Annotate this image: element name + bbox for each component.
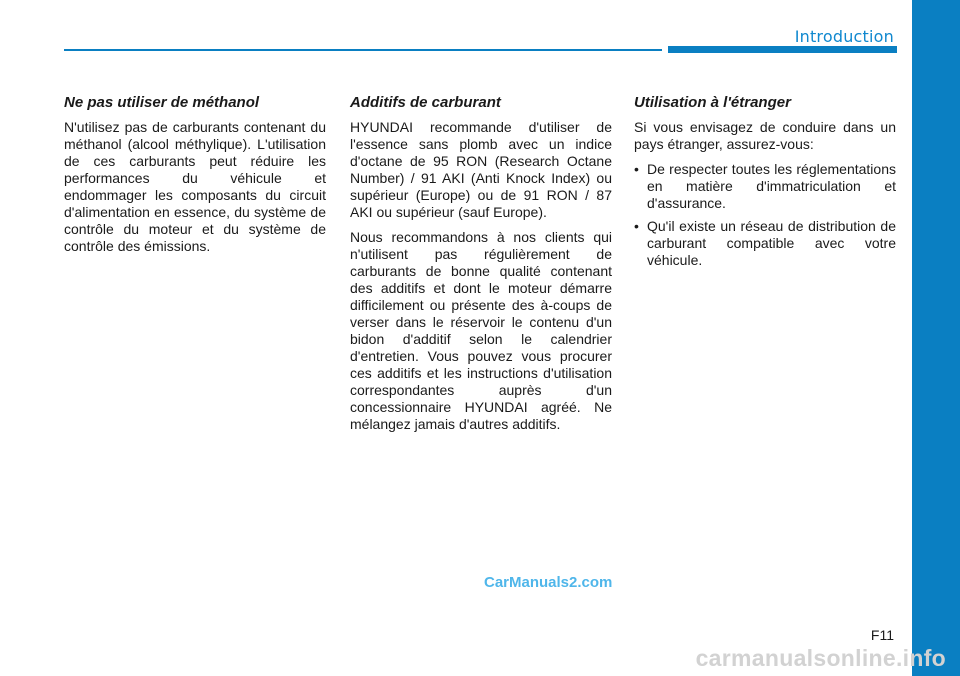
paragraph-abroad-intro: Si vous envisagez de conduire dans un pays étranger, assurez-vous:: [634, 119, 896, 152]
list-item: [634, 218, 896, 269]
bullet-icon: •: [634, 161, 639, 177]
side-color-band: [912, 0, 960, 676]
column-methanol: [64, 94, 326, 263]
header-rule-accent: [668, 46, 897, 53]
paragraph-additives-recommendation: Nous recommandons à nos clients qui n'utilisent pas régulièrement de carburants de bonne qualité contenant des additifs et dont le moteur démarre difficilement ou présente des à-coups de verser dans le réservoir le contenu d'un bidon d'additif selon le calendrier d'entretien. Vous pouvez vous procurer ces additifs et les instructions d'utilisation correspondantes auprès d'un concessionnaire HYUNDAI agréé. Ne mélangez jamais d'autres additifs.: [350, 229, 612, 432]
list-item: [634, 161, 896, 212]
heading-fuel-additives: Additifs de carburant: [350, 94, 501, 111]
bullet-icon: •: [634, 218, 639, 234]
list-item-text: Qu'il existe un réseau de distribution de carburant compatible avec votre véhicule.: [647, 218, 896, 268]
column-fuel-additives: [350, 94, 612, 441]
watermark-carmanualsonline: carmanualsonline.info: [695, 645, 946, 671]
section-title: Introduction: [794, 27, 894, 46]
heading-abroad: Utilisation à l'étranger: [634, 94, 791, 111]
heading-methanol: Ne pas utiliser de méthanol: [64, 94, 260, 111]
watermark-carmanuals2[interactable]: CarManuals2.com: [484, 574, 613, 591]
list-item-text: De respecter toutes les réglementations en matière d'immatriculation et d'assurance.: [647, 161, 896, 211]
header-rule: [64, 49, 662, 51]
column-abroad: [634, 94, 896, 275]
paragraph-octane: HYUNDAI recommande d'utiliser de l'essence sans plomb avec un indice d'octane de 95 RON (Research Octane Number) / 91 AKI (Anti Knock Index) ou supérieur (Europe) ou de 91 RON / 87 AKI ou supérieur (sauf Europe).: [350, 119, 612, 220]
page-number: F11: [870, 627, 894, 643]
paragraph-methanol: N'utilisez pas de carburants contenant du méthanol (alcool méthylique). L'utilisation de ces carburants peut réduire les performances du véhicule et endommager les composants du circuit d'alimentation en essence, du système de contrôle du moteur et du système de contrôle des émissions.: [64, 119, 326, 254]
abroad-list: [634, 161, 896, 269]
